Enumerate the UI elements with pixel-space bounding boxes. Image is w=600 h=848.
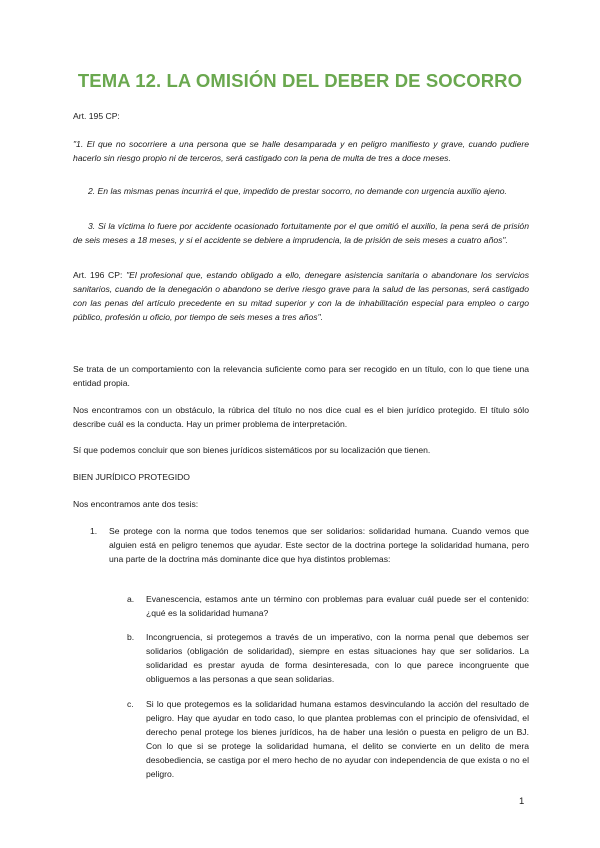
sub-item-b: Incongruencia, si protegemos a través de un imperativo, con la norma penal que debemos ser solidarios (obligación de solidaridad), siempre en estas situaciones hay que ser solidarios. La solidaridad es prestar ayuda de forma desinteresada, con lo que parece incongruente que obliguemos a las personas a que sean solidarias. bbox=[146, 632, 529, 684]
art196-label: Art. 196 CP: bbox=[73, 270, 127, 280]
section-heading: BIEN JURÍDICO PROTEGIDO bbox=[73, 472, 190, 482]
page-number: 1 bbox=[519, 796, 525, 807]
document-title: TEMA 12. LA OMISIÓN DEL DEBER DE SOCORRO bbox=[77, 70, 523, 91]
body-paragraph-3: Sí que podemos concluir que son bienes jurídicos sistemáticos por su localización que tienen. bbox=[73, 445, 431, 455]
art196-text: "El profesional que, estando obligado a ello, denegare asistencia sanitaria o abandonare los servicios sanitarios, cuando de la denegación o abandono se derive riesgo grave para la salud de las personas, será castigado con las penas del artículo precedente en su mitad superior y con la de inhabilitación especial para empleo o cargo público, profesión u oficio, por tiempo de seis meses a tres años". bbox=[73, 270, 529, 322]
art196-paragraph bbox=[73, 268, 529, 324]
sub-item-letter-b: b. bbox=[127, 632, 135, 642]
art195-paragraph-2: 2. En las mismas penas incurrirá el que, impedido de prestar socorro, no demande con urgencia auxilio ajeno. bbox=[88, 186, 507, 196]
art195-paragraph-3: 3. Si la víctima lo fuere por accidente ocasionado fortuitamente por el que omitió el auxilio, la pena será de prisión de seis meses a 18 meses, y si el accidente se debiere a imprudencia, la de prisión de seis meses a cuatro años". bbox=[73, 221, 529, 245]
list-item-number-1: 1. bbox=[90, 526, 98, 536]
art195-paragraph-1: "1. El que no socorriere a una persona que se halle desamparada y en peligro manifiesto y grave, cuando pudiere hacerlo sin riesgo propio ni de terceros, será castigado con la pena de multa de tres a doce meses. bbox=[73, 139, 529, 163]
list-item-1: Se protege con la norma que todos tenemos que ser solidarios: solidaridad humana. Cuando vemos que alguien está en peligro tenemos que ayudar. Este sector de la doctrina portege la solidaridad humana, pero una parte de la doctrina más dominante dice que hya distintos problemas: bbox=[109, 526, 529, 564]
body-paragraph-1: Se trata de un comportamiento con la relevancia suficiente como para ser recogido en un título, con lo que tiene una entidad propia. bbox=[73, 364, 529, 388]
sub-item-letter-c: c. bbox=[127, 699, 134, 709]
art195-heading: Art. 195 CP: bbox=[73, 111, 120, 121]
sub-item-c: Si lo que protegemos es la solidaridad humana estamos desvinculando la acción del resultado de peligro. Hay que ayudar en todo caso, lo que plantea problemas con el principio de ofensividad, el derecho penal protege los bienes jurídicos, ha de haber una lesión o puesta en peligro de un BJ. Con lo que si se protege la solidaridad humana, el delito se convierte en un delito de mera desobediencia, se castiga por el mero hecho de no ayudar con independencia de que exista o no el peligro. bbox=[146, 699, 529, 779]
body-paragraph-4: Nos encontramos ante dos tesis: bbox=[73, 499, 199, 509]
sub-item-a: Evanescencia, estamos ante un término con problemas para evaluar cuál puede ser el contenido: ¿qué es la solidaridad humana? bbox=[146, 594, 529, 618]
sub-item-letter-a: a. bbox=[127, 594, 135, 604]
body-paragraph-2: Nos encontramos con un obstáculo, la rúbrica del título no nos dice cual es el bien jurídico protegido. El título sólo describe cuál es la conducta. Hay un primer problema de interpretación. bbox=[73, 405, 529, 429]
